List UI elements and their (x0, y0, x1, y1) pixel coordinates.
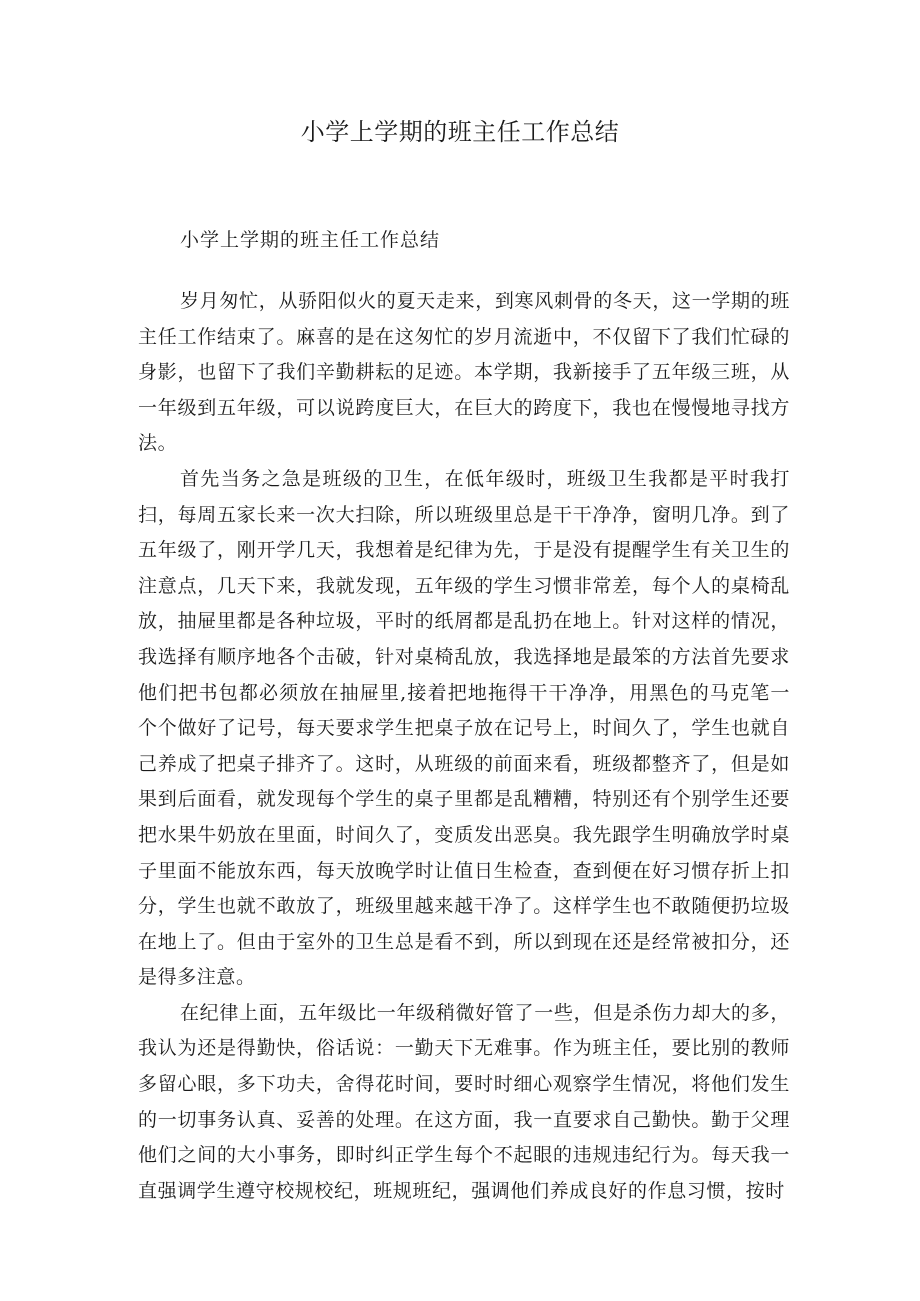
document-subtitle: 小学上学期的班主任工作总结 (180, 229, 441, 251)
paragraph-2: 首先当务之急是班级的卫生，在低年级时，班级卫生我都是平时我打扫，每周五家长来一次大扫除，所以班级里总是干干净净，窗明几净。到了五年级了，刚开学几天，我想着是纪律为先，于是没有提醒学生有关卫生的注意点，几天下来，我就发现，五年级的学生习惯非常差，每个人的桌椅乱放，抽屉里都是各种垃圾，平时的纸屑都是乱扔在地上。针对这样的情况，我选择有顺序地各个击破，针对桌椅乱放，我选择地是最笨的方法首先要求他们把书包都必须放在抽屉里,接着把地拖得干干净净，用黑色的马克笔一个个做好了记号，每天要求学生把桌子放在记号上，时间久了，学生也就自己养成了把桌子排齐了。这时，从班级的前面来看，班级都整齐了，但是如果到后面看，就发现每个学生的桌子里都是乱糟糟，特别还有个别学生还要把水果牛奶放在里面，时间久了，变质发出恶臭。我先跟学生明确放学时桌子里面不能放东西，每天放晚学时让值日生检查，查到便在好习惯存折上扣分，学生也就不敢放了，班级里越来越干净了。这样学生也不敢随便扔垃圾在地上了。但由于室外的卫生总是看不到，所以到现在还是经常被扣分，还是得多注意。 (138, 467, 790, 989)
paragraph-1: 岁月匆忙，从骄阳似火的夏天走来，到寒风刺骨的冬天，这一学期的班主任工作结束了。麻喜的是在这匆忙的岁月流逝中，不仅留下了我们忙碌的身影，也留下了我们辛勤耕耘的足迹。本学期，我新接手了五年级三班，从一年级到五年级，可以说跨度巨大，在巨大的跨度下，我也在慢慢地寻找方法。 (138, 290, 790, 455)
document-title: 小学上学期的班主任工作总结 (300, 118, 620, 146)
paragraph-3: 在纪律上面，五年级比一年级稍微好管了一些，但是杀伤力却大的多，我认为还是得勤快，俗话说：一勤天下无难事。作为班主任，要比别的教师多留心眼，多下功夫，舍得花时间，要时时细心观察学生情况，将他们发生的一切事务认真、妥善的处理。在这方面，我一直要求自己勤快。勤于父理他们之间的大小事务，即时纠正学生每个不起眼的违规违纪行为。每天我一直强调学生遵守校规校纪，班规班纪，强调他们养成良好的作息习惯，按时 (138, 1001, 790, 1202)
document-body (138, 224, 790, 1209)
